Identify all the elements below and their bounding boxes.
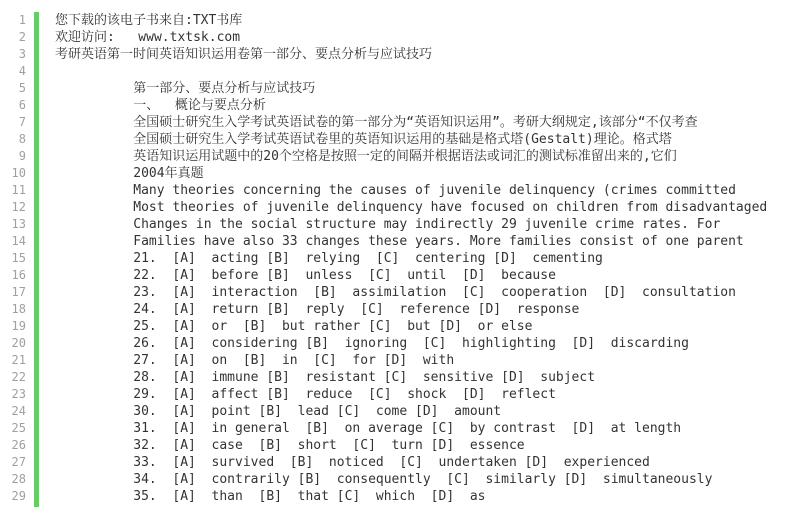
line-number: 24 <box>11 404 26 418</box>
editor-line[interactable] <box>0 386 799 403</box>
editor-line[interactable] <box>0 318 799 335</box>
line-number: 13 <box>11 217 26 231</box>
line-number: 14 <box>11 234 26 248</box>
editor-line[interactable] <box>0 80 799 97</box>
line-text[interactable]: 29. [A] affect [B] reduce [C] shock [D] reflect <box>55 387 556 402</box>
line-number: 29 <box>11 489 26 503</box>
line-number: 22 <box>11 370 26 384</box>
editor-line[interactable] <box>0 471 799 488</box>
editor-line[interactable] <box>0 420 799 437</box>
line-text[interactable]: 24. [A] return [B] reply [C] reference [D] response <box>55 302 580 317</box>
line-text[interactable]: 全国硕士研究生入学考试英语试卷的第一部分为“英语知识运用”。考研大纲规定,该部分“不仅考查 <box>55 115 698 130</box>
line-text[interactable]: 26. [A] considering [B] ignoring [C] highlighting [D] discarding <box>55 336 689 351</box>
line-number: 28 <box>11 472 26 486</box>
line-text[interactable]: Many theories concerning the causes of juvenile delinquency (crimes committed <box>55 183 736 198</box>
editor-line[interactable] <box>0 114 799 131</box>
line-number: 8 <box>18 132 26 146</box>
editor-line[interactable] <box>0 216 799 233</box>
line-number: 6 <box>18 98 26 112</box>
line-number: 25 <box>11 421 26 435</box>
line-number: 27 <box>11 455 26 469</box>
editor-line[interactable] <box>0 63 799 80</box>
editor-line[interactable] <box>0 437 799 454</box>
line-number: 23 <box>11 387 26 401</box>
line-text[interactable]: 31. [A] in general [B] on average [C] by contrast [D] at length <box>55 421 682 436</box>
editor-line[interactable] <box>0 267 799 284</box>
line-number: 3 <box>18 47 26 61</box>
line-number: 1 <box>18 13 26 27</box>
line-text[interactable]: 25. [A] or [B] but rather [C] but [D] or else <box>55 319 533 334</box>
line-number: 20 <box>11 336 26 350</box>
line-text[interactable]: 欢迎访问: www.txtsk.com <box>55 30 241 45</box>
line-text[interactable]: 27. [A] on [B] in [C] for [D] with <box>55 353 455 368</box>
editor-line[interactable] <box>0 284 799 301</box>
line-text[interactable]: Families have also 33 changes these years. More families consist of one parent <box>55 234 744 249</box>
editor-line[interactable] <box>0 403 799 420</box>
editor-line[interactable] <box>0 488 799 505</box>
line-number: 5 <box>18 81 26 95</box>
line-text[interactable]: Most theories of juvenile delinquency have focused on children from disadvantaged <box>55 200 768 215</box>
editor-line[interactable] <box>0 454 799 471</box>
editor-line[interactable] <box>0 233 799 250</box>
editor-content[interactable] <box>0 12 799 505</box>
line-text[interactable]: 28. [A] immune [B] resistant [C] sensitive [D] subject <box>55 370 596 385</box>
editor-line[interactable] <box>0 29 799 46</box>
line-text[interactable]: 您下载的该电子书来自:TXT书库 <box>55 13 243 28</box>
line-text[interactable]: 21. [A] acting [B] relying [C] centering [D] cementing <box>55 251 603 266</box>
line-text[interactable]: 34. [A] contrarily [B] consequently [C] similarly [D] simultaneously <box>55 472 713 487</box>
line-number: 19 <box>11 319 26 333</box>
line-text[interactable]: 23. [A] interaction [B] assimilation [C] cooperation [D] consultation <box>55 285 736 300</box>
line-number: 2 <box>18 30 26 44</box>
line-text[interactable]: 英语知识运用试题中的20个空格是按照一定的间隔并根据语法或词汇的测试标准留出来的,它们 <box>55 149 677 164</box>
line-text[interactable]: 22. [A] before [B] unless [C] until [D] because <box>55 268 556 283</box>
line-number: 17 <box>11 285 26 299</box>
line-text[interactable]: 35. [A] than [B] that [C] which [D] as <box>55 489 486 504</box>
line-text[interactable]: Changes in the social structure may indirectly 29 juvenile crime rates. For <box>55 217 721 232</box>
line-text[interactable]: 全国硕士研究生入学考试英语试卷里的英语知识运用的基础是格式塔(Gestalt)理论。格式塔 <box>55 132 672 147</box>
line-number: 4 <box>18 64 26 78</box>
line-text[interactable]: 30. [A] point [B] lead [C] come [D] amount <box>55 404 502 419</box>
line-number: 7 <box>18 115 26 129</box>
line-number: 10 <box>11 166 26 180</box>
editor-line[interactable] <box>0 12 799 29</box>
line-number: 9 <box>18 149 26 163</box>
editor-line[interactable] <box>0 148 799 165</box>
line-text[interactable]: 一、 概论与要点分析 <box>55 98 266 113</box>
line-text[interactable]: 2004年真题 <box>55 166 204 181</box>
line-number: 21 <box>11 353 26 367</box>
editor-line[interactable] <box>0 199 799 216</box>
line-number: 16 <box>11 268 26 282</box>
editor-line[interactable] <box>0 250 799 267</box>
editor-line[interactable] <box>0 131 799 148</box>
editor-line[interactable] <box>0 352 799 369</box>
line-text[interactable]: 32. [A] case [B] short [C] turn [D] essence <box>55 438 525 453</box>
line-text[interactable]: 第一部分、要点分析与应试技巧 <box>55 81 316 96</box>
line-number: 26 <box>11 438 26 452</box>
line-number: 18 <box>11 302 26 316</box>
editor-line[interactable] <box>0 335 799 352</box>
editor-line[interactable] <box>0 165 799 182</box>
line-text[interactable]: 考研英语第一时间英语知识运用卷第一部分、要点分析与应试技巧 <box>55 47 433 62</box>
editor-line[interactable] <box>0 46 799 63</box>
line-number: 12 <box>11 200 26 214</box>
line-number: 11 <box>11 183 26 197</box>
line-text[interactable]: 33. [A] survived [B] noticed [C] undertaken [D] experienced <box>55 455 650 470</box>
editor-line[interactable] <box>0 97 799 114</box>
editor-line[interactable] <box>0 182 799 199</box>
line-number: 15 <box>11 251 26 265</box>
editor-line[interactable] <box>0 369 799 386</box>
editor-line[interactable] <box>0 301 799 318</box>
